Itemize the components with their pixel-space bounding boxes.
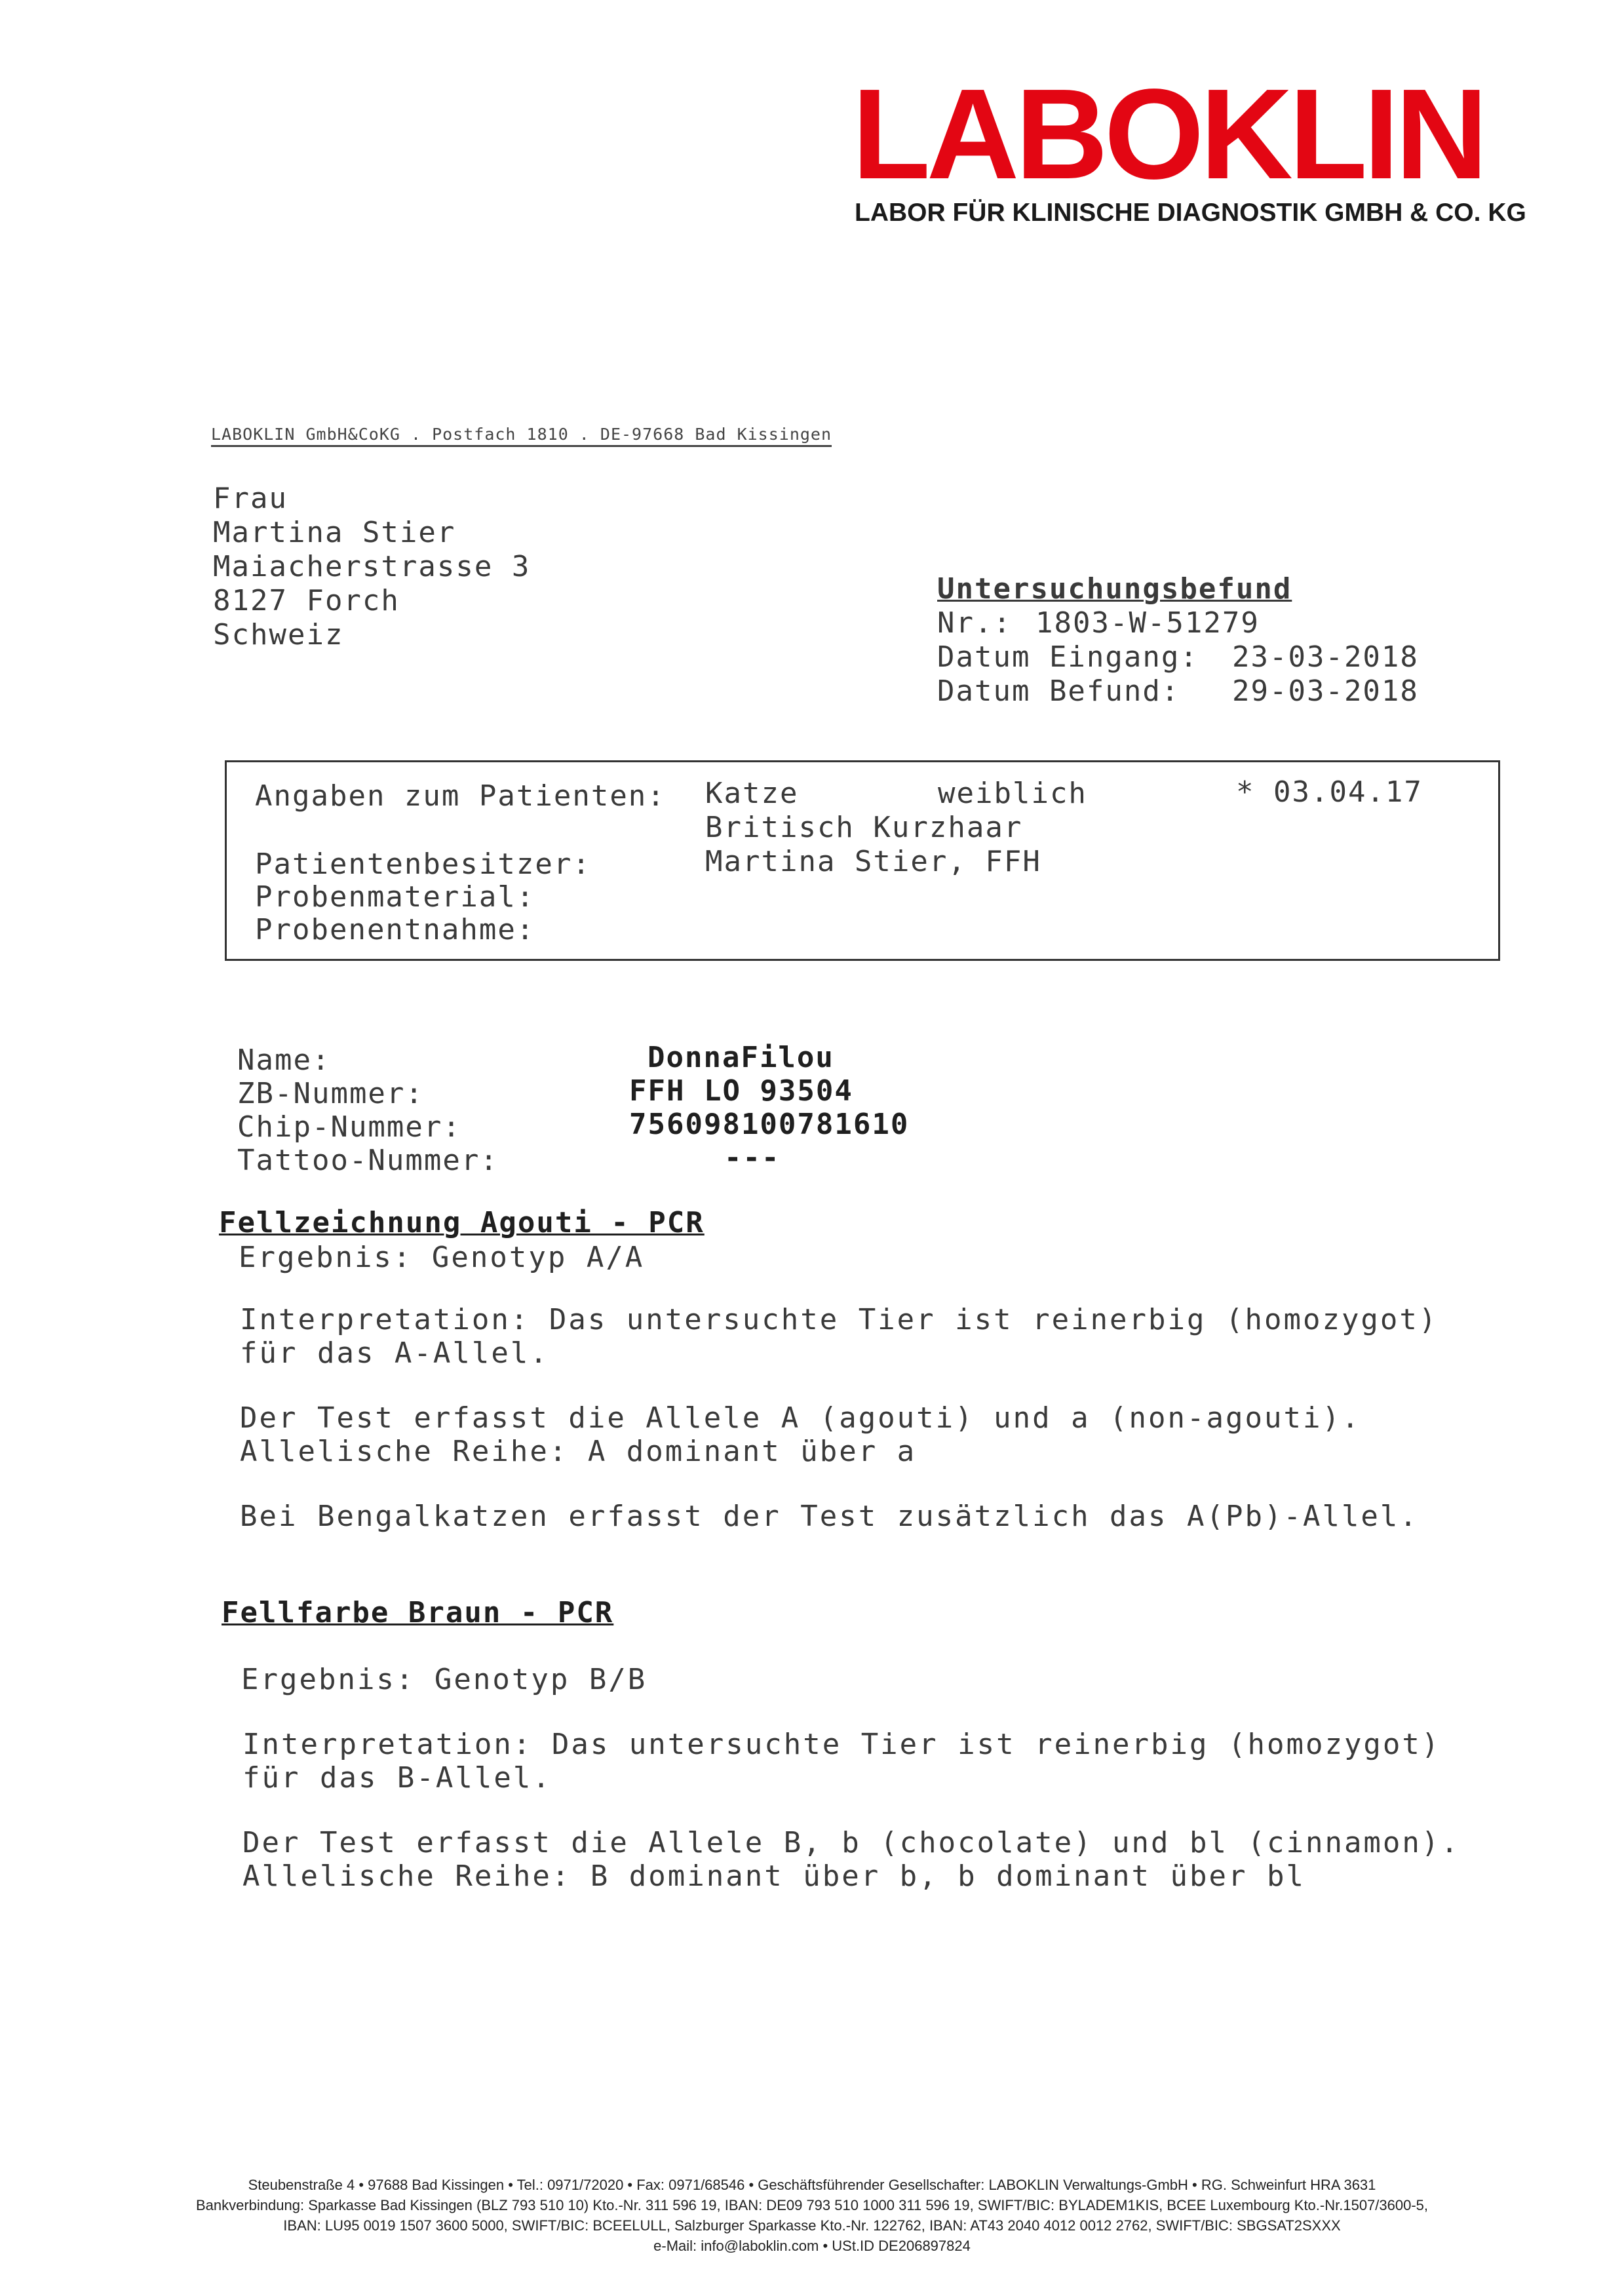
braun-test-line2: Allelische Reihe: B dominant über b, b dominant über bl: [242, 1859, 1305, 1893]
report-number-value: 1803-W-51279: [1035, 606, 1260, 640]
footer-line-address: Steubenstraße 4 • 97688 Bad Kissingen • Tel.: 0971/72020 • Fax: 0971/68546 • Geschäftsführender Gesellschafter: LABOKLIN Verwaltungs-GmbH • RG. Schweinfurt HRA 3631: [248, 2177, 1376, 2193]
patient-label-material: Probenmaterial:: [255, 880, 535, 914]
logo-wordmark: LABOKLIN: [852, 62, 1484, 206]
recipient-country: Schweiz: [213, 618, 344, 651]
report-number-row: [937, 606, 1419, 640]
company-logo: [852, 62, 1553, 227]
footer-line-bank-2: IBAN: LU95 0019 1507 3600 5000, SWIFT/BIC: BCEELULL, Salzburger Sparkasse Kto.-Nr. 122762, IBAN: AT43 2040 4012 0012 2762, SWIFT/BIC: SBGSAT2SXXX: [283, 2217, 1341, 2234]
patient-owner: Martina Stier, FFH: [705, 845, 1041, 878]
recipient-address: [213, 482, 530, 652]
patient-birth-date: * 03.04.17: [1236, 775, 1423, 809]
animal-name-label: Name:: [237, 1043, 331, 1077]
report-eingang-value: 23-03-2018: [1232, 640, 1419, 674]
recipient-city: 8127 Forch: [213, 584, 400, 617]
logo-subtitle: LABOR FÜR KLINISCHE DIAGNOSTIK GMBH & CO. KG: [855, 199, 1526, 227]
report-number-label: Nr.:: [937, 606, 1012, 640]
agouti-interpretation-line2: für das A-Allel.: [240, 1336, 549, 1370]
patient-species: Katze: [705, 777, 799, 810]
animal-chip-label: Chip-Nummer:: [237, 1110, 461, 1144]
report-title: Untersuchungsbefund: [937, 572, 1292, 606]
patient-breed: Britisch Kurzhaar: [705, 811, 1023, 844]
agouti-interpretation-line1: Interpretation: Das untersuchte Tier ist reinerbig (homozygot): [240, 1303, 1439, 1336]
sender-line: LABOKLIN GmbH&CoKG . Postfach 1810 . DE-97668 Bad Kissingen: [211, 425, 832, 447]
patient-label-angaben: Angaben zum Patienten:: [255, 779, 666, 813]
recipient-name: Martina Stier: [213, 516, 456, 549]
report-eingang-row: [937, 640, 1419, 674]
report-befund-row: [937, 674, 1419, 709]
recipient-salutation: Frau: [213, 482, 288, 515]
patient-info-box: [225, 760, 1500, 961]
report-header: [937, 572, 1419, 709]
animal-zb-label: ZB-Nummer:: [237, 1077, 424, 1110]
recipient-street: Maiacherstrasse 3: [213, 550, 531, 583]
patient-label-entnahme: Probenentnahme:: [255, 913, 535, 946]
section-braun-title: Fellfarbe Braun - PCR: [222, 1596, 614, 1629]
company-footer: [0, 2175, 1624, 2256]
animal-tattoo-value: ---: [724, 1141, 781, 1175]
animal-name-value: DonnaFilou: [648, 1041, 834, 1074]
agouti-test-line1: Der Test erfasst die Allele A (agouti) und a (non-agouti).: [240, 1401, 1361, 1435]
braun-result: Ergebnis: Genotyp B/B: [241, 1663, 648, 1696]
braun-interpretation-line1: Interpretation: Das untersuchte Tier ist reinerbig (homozygot): [242, 1728, 1441, 1761]
agouti-test-line2: Allelische Reihe: A dominant über a: [240, 1435, 917, 1468]
patient-label-owner: Patientenbesitzer:: [255, 847, 591, 881]
patient-sex: weiblich: [938, 777, 1087, 810]
braun-test-line1: Der Test erfasst die Allele B, b (chocolate) und bl (cinnamon).: [242, 1826, 1460, 1859]
agouti-bengal-note: Bei Bengalkatzen erfasst der Test zusätzlich das A(Pb)-Allel.: [240, 1500, 1419, 1533]
report-befund-value: 29-03-2018: [1232, 674, 1419, 708]
footer-line-bank-1: Bankverbindung: Sparkasse Bad Kissingen (BLZ 793 510 10) Kto.-Nr. 311 596 19, IBAN: DE09 793 510 1000 311 596 19, SWIFT/BIC: BYLADEM1KIS, BCEE Luxembourg Kto.-Nr.1507/3600-5,: [195, 2197, 1429, 2213]
animal-chip-value: 756098100781610: [629, 1108, 910, 1141]
animal-zb-value: FFH LO 93504: [629, 1074, 853, 1108]
animal-tattoo-label: Tattoo-Nummer:: [237, 1144, 499, 1177]
braun-interpretation-line2: für das B-Allel.: [242, 1761, 552, 1795]
agouti-result: Ergebnis: Genotyp A/A: [239, 1241, 645, 1274]
report-eingang-label: Datum Eingang:: [937, 640, 1199, 674]
report-befund-label: Datum Befund:: [937, 674, 1180, 708]
footer-line-email: e-Mail: info@laboklin.com • USt.ID DE206897824: [653, 2238, 971, 2254]
section-agouti-title: Fellzeichnung Agouti - PCR: [219, 1206, 705, 1239]
